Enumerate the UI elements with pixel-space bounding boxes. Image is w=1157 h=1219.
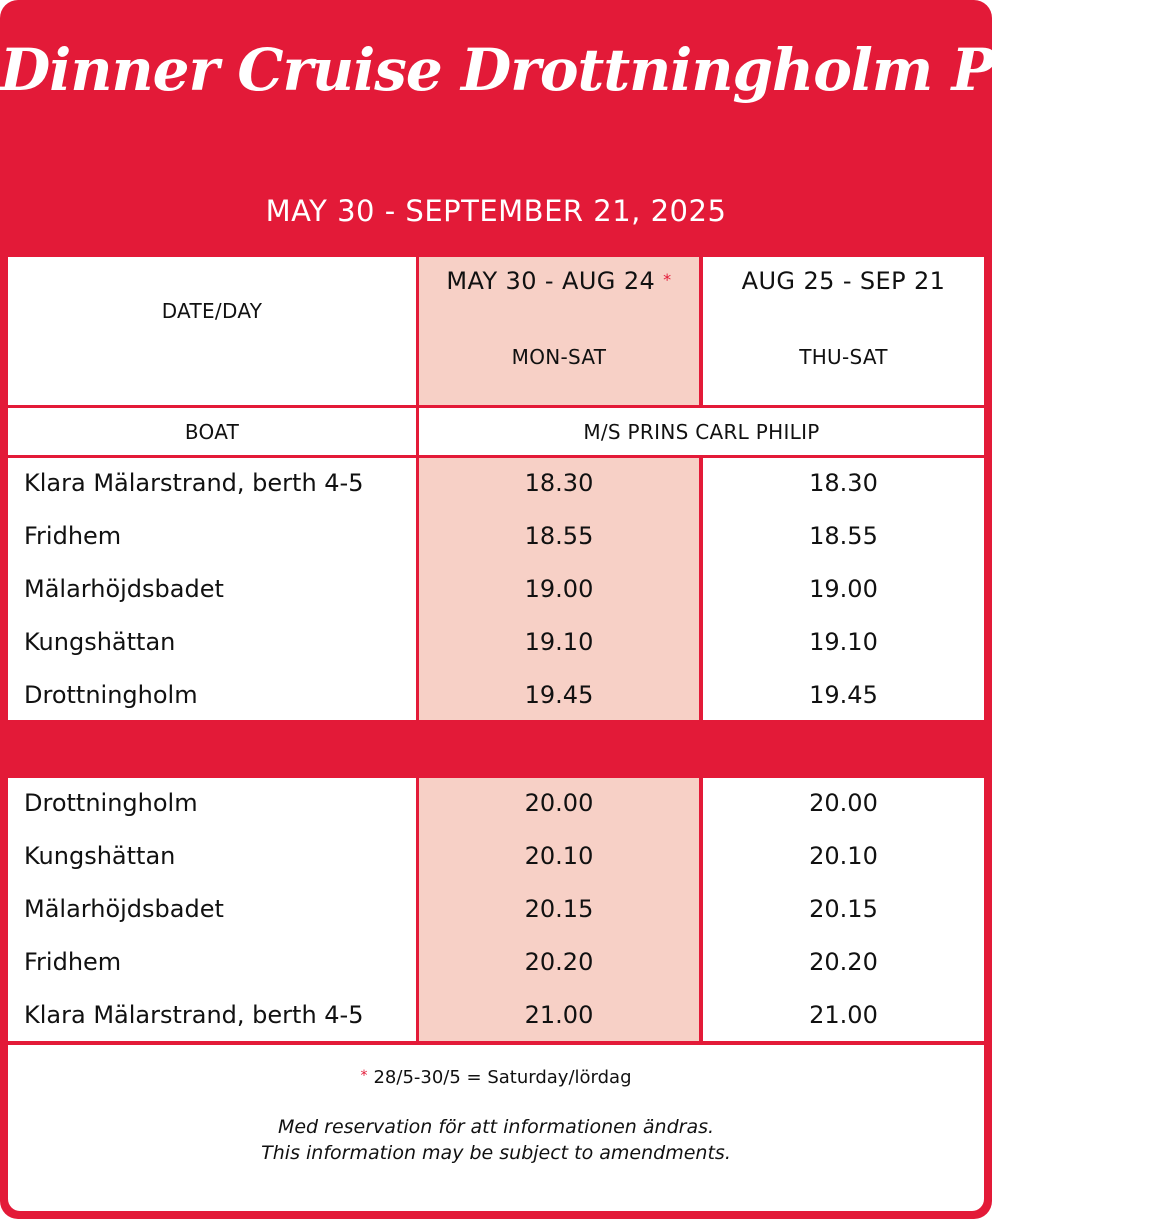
departure-time: 19.45 — [524, 681, 594, 709]
period2-header — [703, 257, 984, 405]
stop-name: Kungshättan — [24, 842, 176, 870]
departure-time: 20.10 — [524, 842, 594, 870]
date-day-header: DATE/DAY — [8, 257, 416, 405]
departure-time: 20.20 — [809, 948, 878, 976]
footnote-marker: * — [360, 1068, 368, 1084]
stop-name: Kungshättan — [24, 628, 176, 656]
departure-time: 21.00 — [524, 1001, 594, 1029]
date-range: MAY 30 - SEPTEMBER 21, 2025 — [265, 194, 727, 228]
period1-label: MAY 30 - AUG 24 — [446, 267, 656, 295]
disclaimer-english: This information may be subject to amendments. — [261, 1142, 731, 1164]
boat-label: BOAT — [8, 408, 416, 455]
departure-time: 19.45 — [809, 681, 878, 709]
departure-time: 21.00 — [809, 1001, 878, 1029]
departure-time: 20.15 — [524, 895, 594, 923]
departure-time: 19.00 — [809, 575, 878, 603]
departure-time: 18.30 — [809, 469, 878, 497]
period2-days: THU-SAT — [799, 345, 888, 369]
footnote-marker: * — [663, 270, 672, 289]
departure-time: 19.10 — [524, 628, 594, 656]
footer-notes — [8, 1045, 984, 1211]
stop-name: Klara Mälarstrand, berth 4-5 — [24, 1001, 364, 1029]
period2-label: AUG 25 - SEP 21 — [741, 267, 946, 295]
period1-days: MON-SAT — [511, 345, 607, 369]
departure-time: 18.55 — [809, 522, 878, 550]
departure-time: 20.00 — [524, 789, 594, 817]
stop-name: Mälarhöjdsbadet — [24, 575, 224, 603]
page-title: Dinner Cruise Drottningholm Palace — [0, 36, 1157, 104]
departure-time: 20.00 — [809, 789, 878, 817]
departure-time: 18.30 — [524, 469, 594, 497]
stop-name: Drottningholm — [24, 681, 198, 709]
boat-name: M/S PRINS CARL PHILIP — [419, 408, 984, 455]
disclaimer-swedish: Med reservation för att informationen ändras. — [277, 1116, 715, 1138]
stop-name: Fridhem — [24, 948, 122, 976]
stop-name: Mälarhöjdsbadet — [24, 895, 224, 923]
departure-time: 20.15 — [809, 895, 878, 923]
departure-time: 20.20 — [524, 948, 594, 976]
stop-name: Drottningholm — [24, 789, 198, 817]
stop-name: Fridhem — [24, 522, 122, 550]
stop-name: Klara Mälarstrand, berth 4-5 — [24, 469, 364, 497]
departure-time: 20.10 — [809, 842, 878, 870]
departure-time: 19.00 — [524, 575, 594, 603]
departure-time: 19.10 — [809, 628, 878, 656]
footnote: * 28/5-30/5 = Saturday/lördag — [360, 1067, 632, 1088]
period1-header — [419, 257, 699, 405]
departure-time: 18.55 — [524, 522, 594, 550]
